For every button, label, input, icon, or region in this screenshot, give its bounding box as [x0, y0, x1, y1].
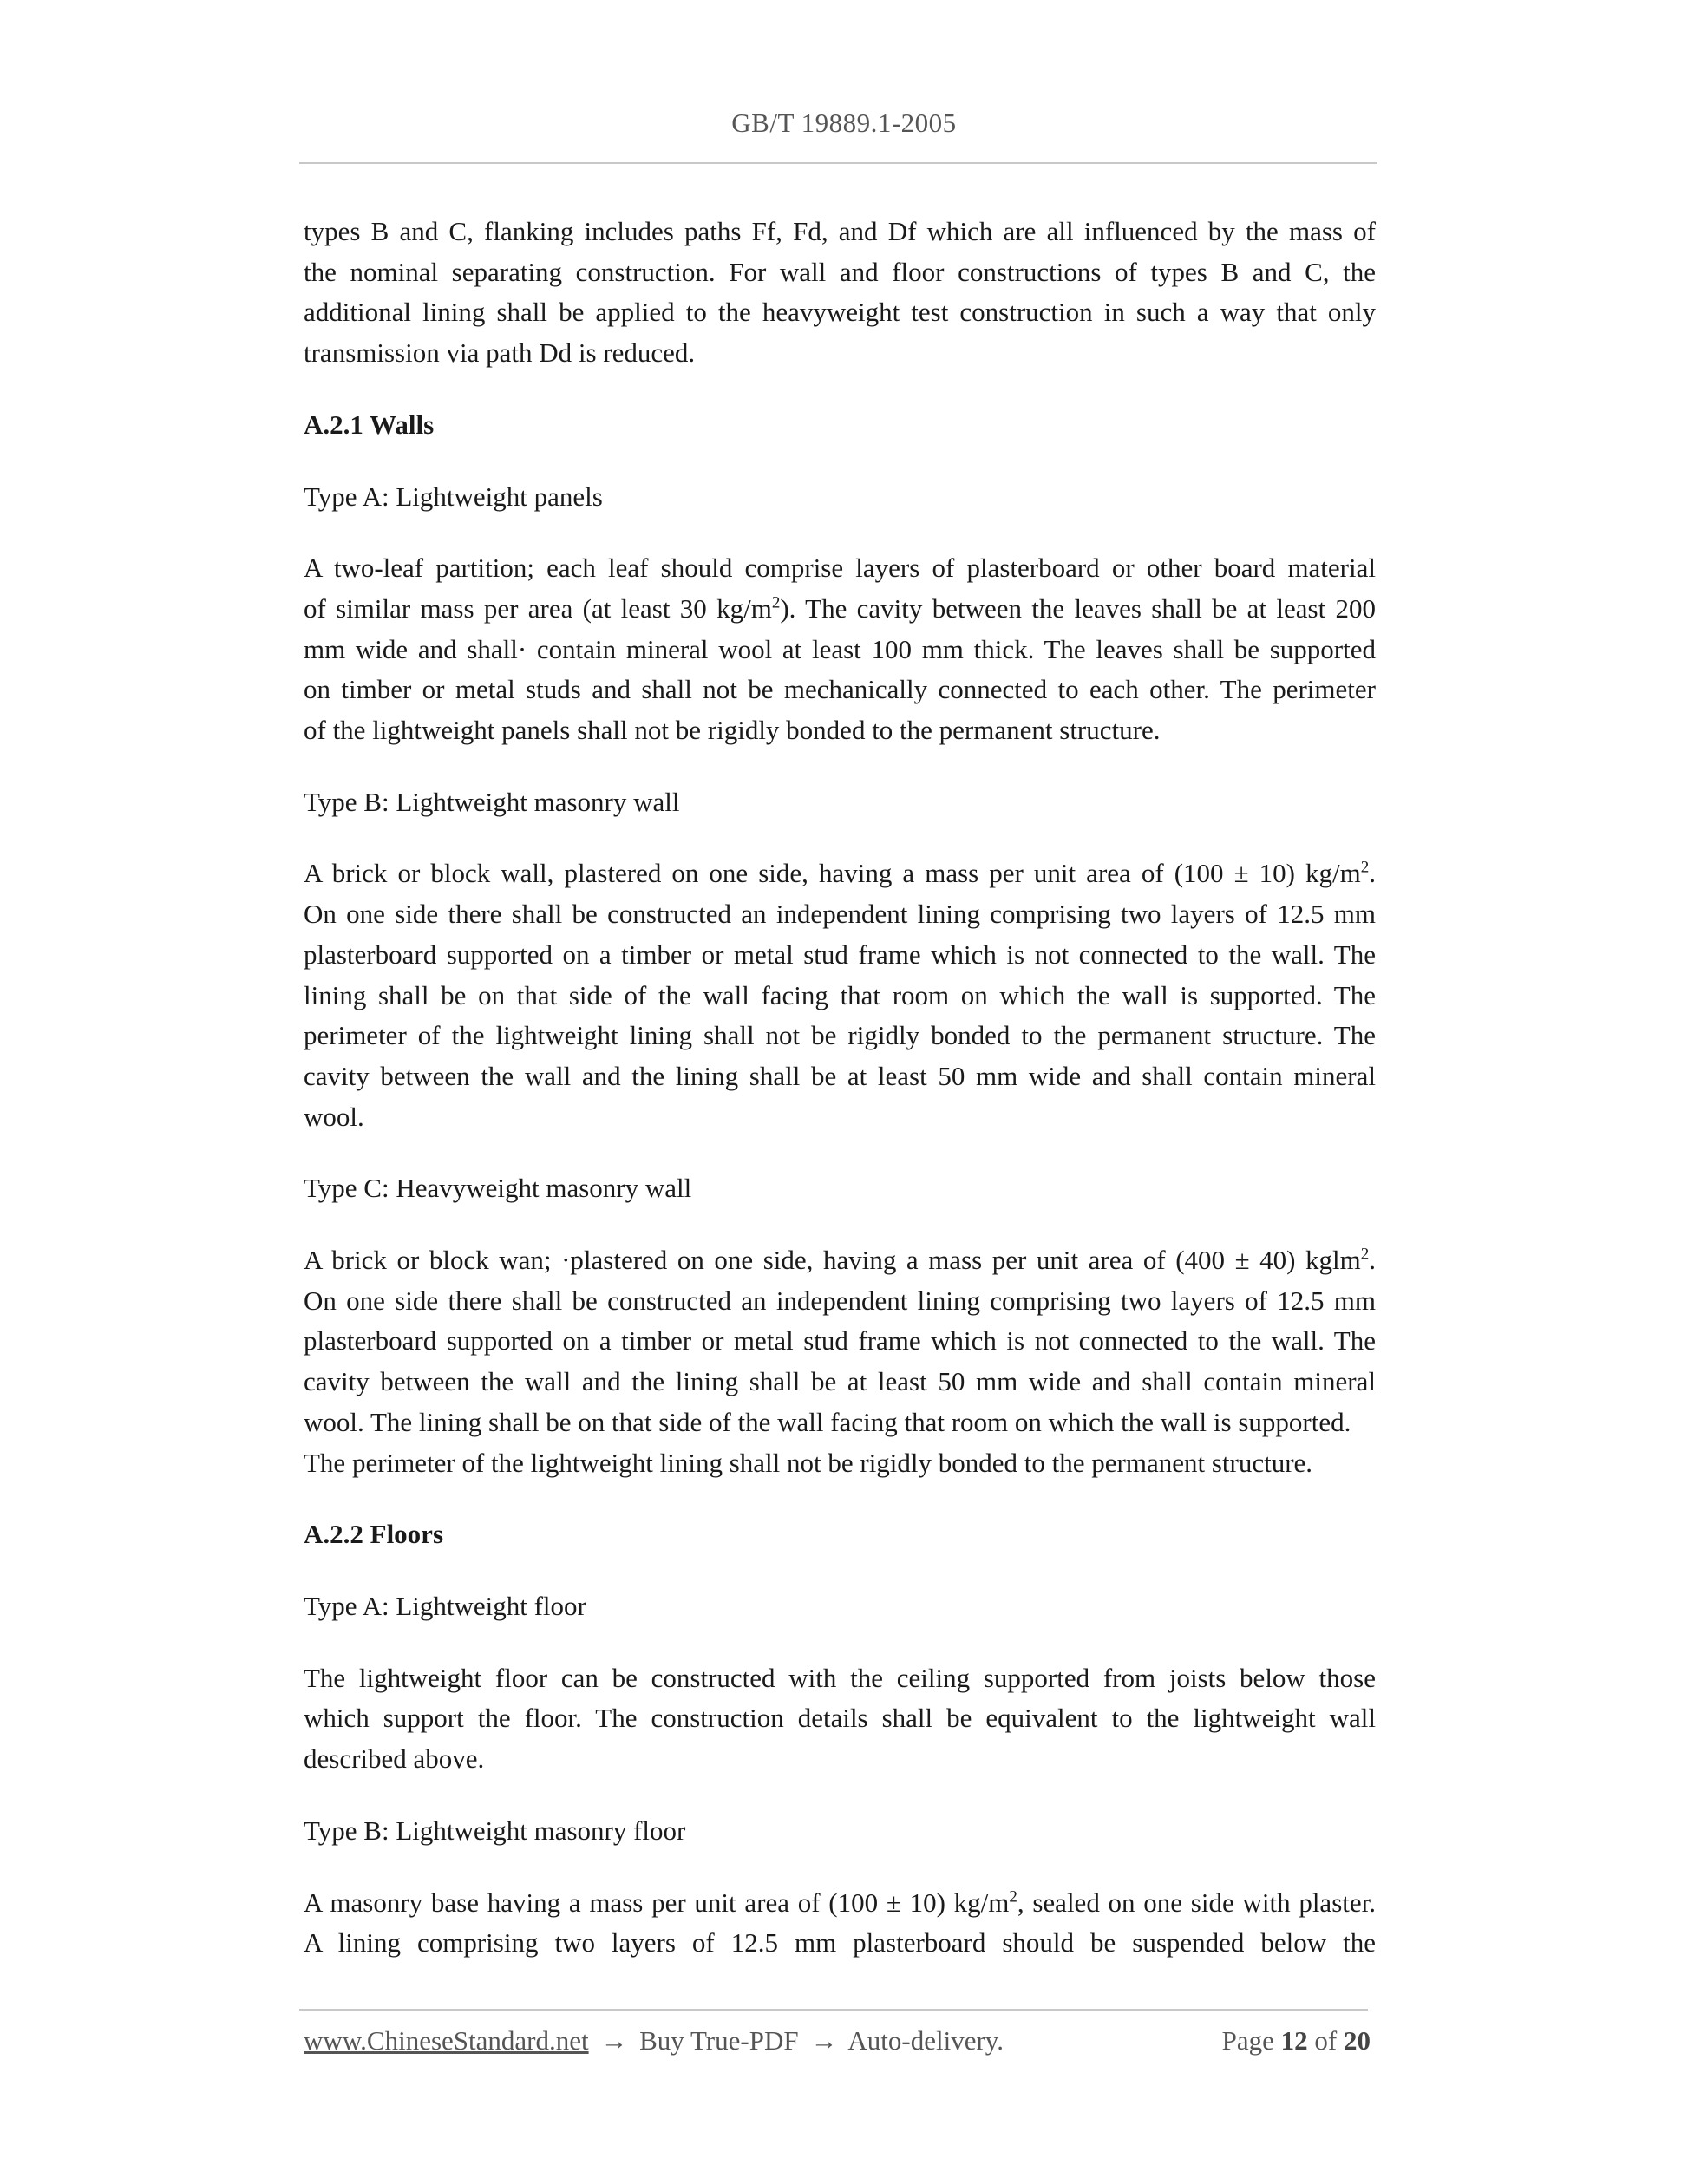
text-line: The perimeter of the lightweight lining shall not be rigidly bonded to the permanent structure.: [304, 1447, 1313, 1478]
text-fragment: A brick or block wan; ·plastered on one side, having a mass per unit area of (400 ± 40) kglm: [304, 1245, 1361, 1276]
document-code: GB/T 19889.1-2005: [731, 108, 957, 138]
floor-type-a-paragraph: [304, 1658, 1376, 1780]
of-label: of: [1314, 2025, 1338, 2056]
text-fragment: of similar mass per area (at least 30 kg/m: [304, 592, 772, 624]
arrow-right-icon: →: [600, 2025, 628, 2056]
text-line: lining shall be on that side of the wall facing that room on which the wall is supported. The: [304, 979, 1376, 1010]
section-heading-floors: A.2.2 Floors: [304, 1519, 444, 1550]
wall-type-b-paragraph: [304, 853, 1376, 1137]
superscript: 2: [1360, 859, 1370, 878]
text-line: plasterboard supported on a timber or metal stud frame which is not connected to the wall. The: [304, 1325, 1376, 1357]
floor-type-a-title: Type A: Lightweight floor: [304, 1590, 586, 1621]
text-fragment: .: [1369, 1245, 1376, 1276]
text-line: A two-leaf partition; each leaf should comprise layers of plasterboard or other board material: [304, 553, 1376, 584]
text-line: additional lining shall be applied to the heavyweight test construction in such a way that only: [304, 297, 1376, 328]
text-line: described above.: [304, 1743, 485, 1775]
footer-divider: [299, 2009, 1368, 2011]
footer-promo: [304, 2025, 1004, 2056]
text-line: the nominal separating construction. For wall and floor constructions of types B and C, the: [304, 256, 1376, 287]
text-fragment: , sealed on one side with plaster.: [1017, 1886, 1376, 1918]
text-fragment: A brick or block wall, plastered on one side, having a mass per unit area of (100 ± 10) kg/m: [304, 858, 1361, 889]
text-line: [304, 1240, 1376, 1281]
intro-paragraph: [304, 212, 1376, 374]
auto-delivery-text: Auto-delivery.: [847, 2025, 1004, 2056]
text-line: [304, 1883, 1376, 1924]
buy-pdf-text: Buy True-PDF: [639, 2025, 799, 2056]
text-line: on timber or metal studs and shall not be mechanically connected to each other. The perimeter: [304, 674, 1376, 705]
text-line: transmission via path Dd is reduced.: [304, 337, 696, 369]
text-line: plasterboard supported on a timber or metal stud frame which is not connected to the wall. The: [304, 938, 1376, 970]
text-line: mm wide and shall· contain mineral wool at least 100 mm thick. The leaves shall be supported: [304, 633, 1376, 664]
text-fragment: ). The cavity between the leaves shall be at least 200: [780, 592, 1376, 624]
text-line: On one side there shall be constructed an independent lining comprising two layers of 12.5 mm: [304, 1285, 1376, 1316]
total-pages: 20: [1344, 2025, 1371, 2056]
wall-type-c-paragraph: [304, 1240, 1376, 1483]
text-line: cavity between the wall and the lining shall be at least 50 mm wide and shall contain mineral: [304, 1060, 1376, 1091]
text-line: The lightweight floor can be constructed with the ceiling supported from joists below those: [304, 1662, 1376, 1693]
superscript: 2: [1009, 1887, 1017, 1906]
text-line: perimeter of the lightweight lining shall not be rigidly bonded to the permanent structure. The: [304, 1020, 1376, 1051]
text-fragment: A masonry base having a mass per unit area of (100 ± 10) kg/m: [304, 1886, 1010, 1918]
text-line: of the lightweight panels shall not be rigidly bonded to the permanent structure.: [304, 715, 1161, 746]
wall-type-a-title: Type A: Lightweight panels: [304, 481, 603, 512]
header-divider: [299, 162, 1377, 164]
wall-type-c-title: Type C: Heavyweight masonry wall: [304, 1173, 692, 1204]
wall-type-b-title: Type B: Lightweight masonry wall: [304, 786, 680, 817]
text-line: [304, 589, 1376, 630]
text-line: [304, 853, 1376, 894]
text-line: On one side there shall be constructed an independent lining comprising two layers of 12.5 mm: [304, 899, 1376, 930]
section-heading-walls: A.2.1 Walls: [304, 409, 435, 440]
page-header: [0, 108, 1688, 139]
document-body: [304, 212, 1376, 1964]
page-label: Page: [1221, 2025, 1274, 2056]
page-indicator: [1222, 2025, 1371, 2056]
page-number: 12: [1280, 2025, 1308, 2056]
text-fragment: .: [1369, 858, 1376, 889]
page-footer: [304, 2025, 1371, 2065]
text-line: wool.: [304, 1101, 364, 1132]
text-line: A lining comprising two layers of 12.5 mm plasterboard should be suspended below the: [304, 1927, 1376, 1958]
floor-type-b-paragraph: [304, 1883, 1376, 1964]
text-line: wool. The lining shall be on that side of the wall facing that room on which the wall is supported.: [304, 1406, 1351, 1437]
superscript: 2: [1360, 1245, 1370, 1264]
text-line: which support the floor. The construction details shall be equivalent to the lightweight wall: [304, 1703, 1376, 1734]
wall-type-a-paragraph: [304, 548, 1376, 751]
text-line: cavity between the wall and the lining shall be at least 50 mm wide and shall contain mineral: [304, 1366, 1376, 1397]
arrow-right-icon: →: [810, 2025, 838, 2056]
floor-type-b-title: Type B: Lightweight masonry floor: [304, 1815, 686, 1846]
site-link[interactable]: www.ChineseStandard.net: [304, 2025, 589, 2056]
superscript: 2: [771, 593, 781, 612]
text-line: types B and C, flanking includes paths Ff, Fd, and Df which are all influenced by the mass of: [304, 216, 1376, 246]
